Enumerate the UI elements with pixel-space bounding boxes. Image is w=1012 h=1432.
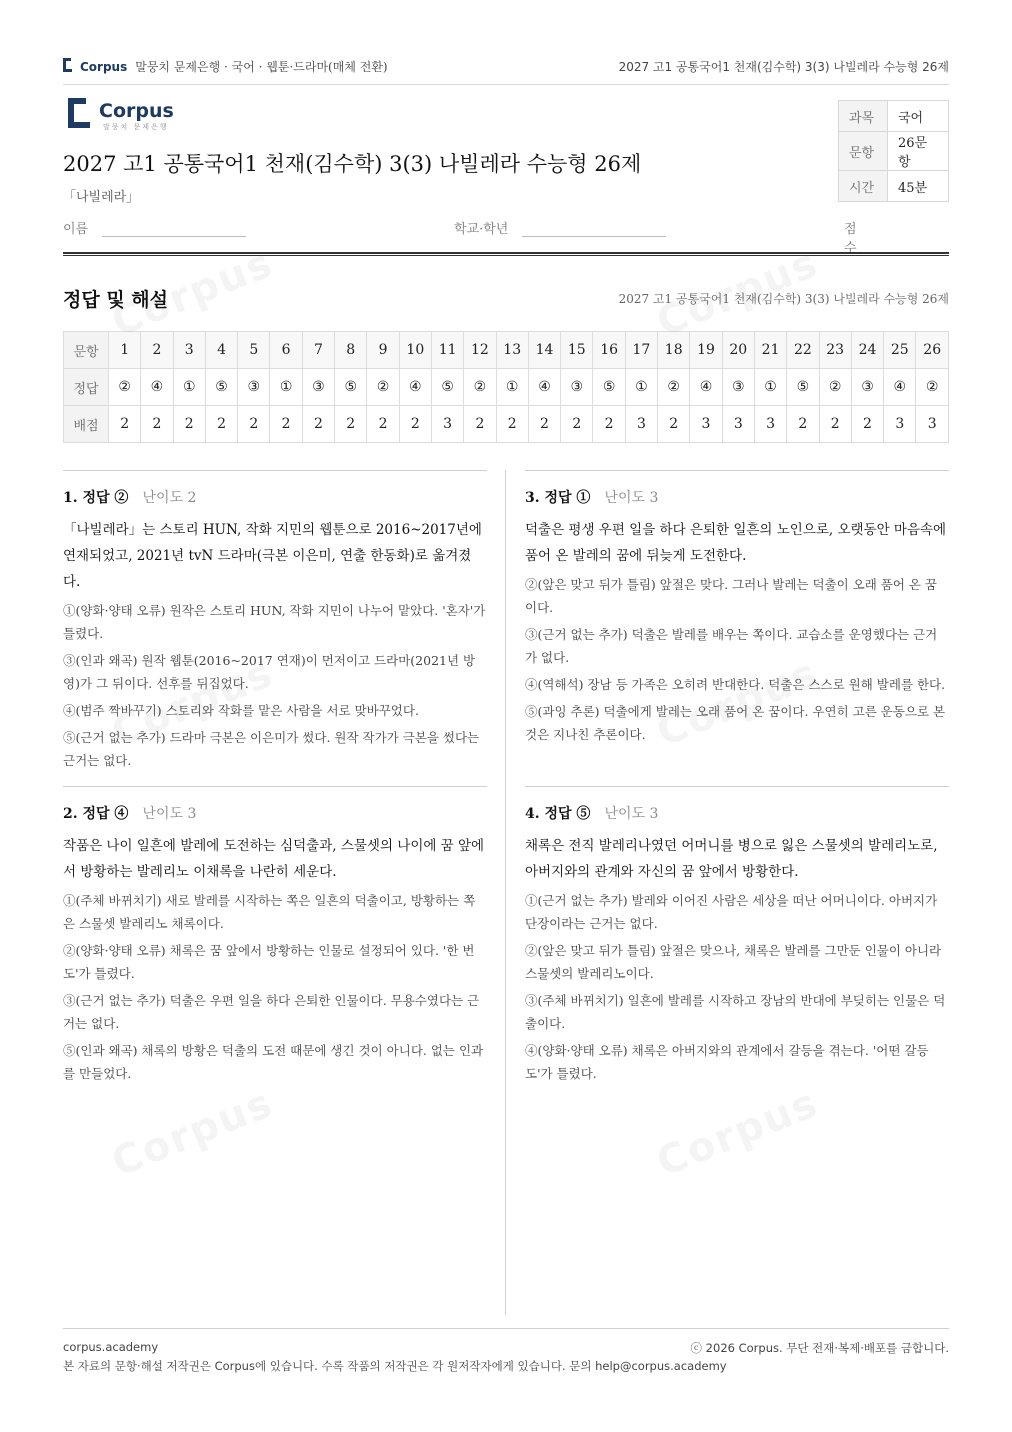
grid-cell-answer: ① [754,369,786,406]
grid-cell-points: 2 [464,406,496,443]
answer-sheet-page [63,0,949,1432]
footer-divider [63,1328,949,1329]
grid-cell-points: 2 [593,406,625,443]
grid-cell-number: 5 [238,332,270,369]
grid-cell-number: 1 [109,332,141,369]
meta-row [839,101,949,132]
grid-cell-points: 3 [884,406,916,443]
watermark [106,1080,280,1186]
question-difficulty: 난이도 3 [142,806,197,822]
grid-cell-answer: ① [496,369,528,406]
school-label: 학교·학년 [454,222,509,237]
question-difficulty: 난이도 2 [142,490,197,506]
grid-cell-number: 26 [916,332,949,369]
grid-cell-points: 2 [335,406,367,443]
grid-cell-answer: ⑤ [431,369,463,406]
explanation-option: ②(양화·양태 오류) 채록은 꿈 앞에서 방황하는 인물로 설정되어 있다. '한 번도'가 틀렸다. [63,943,475,981]
corpus-logo-large-icon [68,104,90,128]
grid-cell-answer: ② [916,369,949,406]
explanation-lead: 채록은 전직 발레리나였던 어머니를 병으로 잃은 스물셋의 발레리노로, 아버지와의 관계와 자신의 꿈 앞에서 방황한다. [525,838,938,880]
grid-cell-number: 11 [431,332,463,369]
meta-key: 문항 [839,132,888,171]
score-field [844,218,949,256]
explanation-option: ②(앞은 맞고 뒤가 틀림) 앞절은 맞다. 그러나 발레는 덕출이 오래 품어 온 꿈이다. [525,577,938,615]
question-head [525,487,949,507]
answer-grid [63,331,949,443]
grid-cell-answer: ④ [884,369,916,406]
question-answer-label: 1. 정답 ② [63,490,129,506]
grid-cell-number: 12 [464,332,496,369]
grid-cell-answer: ③ [851,369,883,406]
grid-cell-answer: ① [173,369,205,406]
explanation-option: ④(양화·양태 오류) 채록은 아버지와의 관계에서 갈등을 겪는다. '어떤 갈등도'가 틀렸다. [525,1043,929,1081]
document-subtitle: 「나빌레라」 [63,190,140,205]
grid-cell-answer: ② [658,369,690,406]
grid-cell-number: 8 [335,332,367,369]
grid-cell-number: 10 [399,332,431,369]
grid-cell-number: 17 [625,332,657,369]
explanation-option: ②(앞은 맞고 뒤가 틀림) 앞절은 맞으나, 채록은 발레를 그만둔 인물이 아니라 스물셋의 발레리노이다. [525,943,942,981]
grid-cell-answer: ④ [690,369,722,406]
question-answer-label: 2. 정답 ④ [63,806,129,822]
explanation-option: ③(주체 바뀌치기) 일흔에 발레를 시작하고 장남의 반대에 부딪히는 인물은 덕출이다. [525,993,946,1031]
explanation-option: ⑤(인과 왜곡) 채록의 방황은 덕출의 도전 때문에 생긴 것이 아니다. 없는 인과를 만들었다. [63,1043,484,1081]
grid-cell-number: 25 [884,332,916,369]
question-head [525,803,949,823]
explanation-q1 [63,470,487,772]
grid-cell-answer: ② [109,369,141,406]
section-right-title: 2027 고1 공통국어1 천재(김수학) 3(3) 나빌레라 수능형 26제 [618,292,949,306]
footer-site-link[interactable]: corpus.academy [63,1340,159,1354]
grid-cell-answer: ③ [238,369,270,406]
meta-value: 26문항 [888,132,949,171]
grid-cell-number: 9 [367,332,399,369]
document-title: 2027 고1 공통국어1 천재(김수학) 3(3) 나빌레라 수능형 26제 [63,152,642,176]
grid-cell-points: 2 [367,406,399,443]
grid-cell-number: 24 [851,332,883,369]
explanation-option: ③(근거 없는 추가) 덕출은 우편 일을 하다 은퇴한 인물이다. 무용수였다는 근거는 없다. [63,993,480,1031]
grid-cell-points: 3 [722,406,754,443]
running-header [63,58,949,80]
school-field [454,218,666,237]
grid-cell-points: 2 [528,406,560,443]
column-divider [505,470,506,1315]
grid-cell-points: 2 [141,406,173,443]
meta-row [839,171,949,202]
student-fields [63,218,949,256]
explanation-lead: 작품은 나이 일흔에 발레에 도전하는 심덕출과, 스물셋의 나이에 꿈 앞에서 방황하는 발레리노 이채록을 나란히 세운다. [63,838,485,880]
question-head [63,487,487,507]
running-header-brand: Corpus [80,59,128,74]
explanation-option: ④(역해석) 장남 등 가족은 오히려 반대한다. 덕출은 스스로 원해 발레를 한다. [525,677,946,692]
watermark [651,1080,825,1186]
grid-cell-answer: ① [625,369,657,406]
meta-value: 45분 [888,171,949,202]
grid-row-label: 배점 [64,406,109,443]
meta-row [839,132,949,171]
grid-cell-answer: ② [367,369,399,406]
grid-cell-answer: ⑤ [205,369,237,406]
explanation-lead: 「나빌레라」는 스토리 HUN, 작화 지민의 웹툰으로 2016~2017년에 연재되었고, 2021년 tvN 드라마(극본 이은미, 연출 한동화)로 옮겨졌다. [63,522,482,590]
header-divider [63,84,949,85]
grid-cell-answer: ⑤ [787,369,819,406]
grid-cell-points: 2 [399,406,431,443]
name-blank[interactable] [102,220,246,237]
grid-cell-number: 22 [787,332,819,369]
grid-cell-answer: ④ [528,369,560,406]
grid-cell-answer: ① [270,369,302,406]
corpus-logo-icon [63,61,72,72]
grid-cell-number: 4 [205,332,237,369]
grid-cell-answer: ⑤ [593,369,625,406]
grid-cell-points: 2 [851,406,883,443]
grid-cell-points: 3 [625,406,657,443]
explanation-option: ①(주체 바뀌치기) 새로 발레를 시작하는 쪽은 일흔의 덕출이고, 방황하는 쪽은 스물셋 발레리노 채록이다. [63,893,476,931]
explanation-q3 [525,470,949,746]
explanation-option: ⑤(근거 없는 추가) 드라마 극본은 이은미가 썼다. 원작 작가가 극본을 썼다는 근거는 없다. [63,730,480,768]
grid-cell-number: 18 [658,332,690,369]
grid-cell-points: 2 [205,406,237,443]
grid-cell-answer: ③ [561,369,593,406]
grid-row-label: 문항 [64,332,109,369]
running-header-path: 말뭉치 문제은행 · 국어 · 웹툰·드라마(매체 전환) [135,60,388,74]
meta-key: 과목 [839,101,888,132]
explanation-option: ⑤(과잉 추론) 덕출에게 발레는 오래 품어 온 꿈이다. 우연히 고른 운동으로 본 것은 지나친 추론이다. [525,704,946,742]
footer-notice: 본 자료의 문항·해설 저작권은 Corpus에 있습니다. 수록 작품의 저작권은 각 원저작자에게 있습니다. 문의 help@corpus.academy [63,1359,727,1373]
question-answer-label: 4. 정답 ⑤ [525,806,591,822]
explanation-option: ④(범주 짝바꾸기) 스토리와 작화를 맡은 사람을 서로 맞바꾸었다. [63,703,419,718]
grid-row-label: 정답 [64,369,109,406]
question-difficulty: 난이도 3 [604,806,659,822]
question-difficulty: 난이도 3 [604,490,659,506]
grid-cell-answer: ③ [722,369,754,406]
grid-cell-answer: ② [464,369,496,406]
school-blank[interactable] [522,220,666,237]
grid-cell-points: 2 [787,406,819,443]
meta-value: 국어 [888,101,949,132]
grid-row-answers [64,369,949,406]
grid-cell-number: 13 [496,332,528,369]
title-brand: Corpus [99,100,174,122]
grid-cell-number: 3 [173,332,205,369]
explanation-option: ③(근거 없는 추가) 덕출은 발레를 배우는 쪽이다. 교습소를 운영했다는 근거가 없다. [525,627,938,665]
grid-cell-number: 14 [528,332,560,369]
name-label: 이름 [63,222,89,237]
grid-cell-number: 6 [270,332,302,369]
grid-cell-answer: ② [819,369,851,406]
grid-cell-number: 7 [302,332,334,369]
grid-cell-points: 2 [819,406,851,443]
grid-cell-answer: ④ [141,369,173,406]
grid-cell-number: 16 [593,332,625,369]
score-label: 점수 [844,222,857,256]
name-field [63,218,246,237]
running-header-title: 2027 고1 공통국어1 천재(김수학) 3(3) 나빌레라 수능형 26제 [618,60,949,74]
grid-cell-points: 2 [109,406,141,443]
grid-cell-points: 3 [690,406,722,443]
question-head [63,803,487,823]
footer-copyright: ⓒ 2026 Corpus. 무단 전재·복제·배포를 금합니다. [690,1341,949,1355]
grid-cell-points: 2 [270,406,302,443]
section-title: 정답 및 해설 [63,289,168,311]
grid-cell-points: 2 [561,406,593,443]
explanation-option: ①(양화·양태 오류) 원작은 스토리 HUN, 작화 지민이 나누어 맡았다. '혼자'가 틀렸다. [63,603,486,641]
grid-cell-number: 20 [722,332,754,369]
explanation-option: ③(인과 왜곡) 원작 웹툰(2016~2017 연재)이 먼저이고 드라마(2021년 방영)가 그 뒤이다. 선후를 뒤집었다. [63,653,476,691]
title-double-rule [63,252,949,256]
grid-cell-points: 3 [754,406,786,443]
grid-cell-points: 2 [658,406,690,443]
grid-cell-points: 2 [238,406,270,443]
grid-cell-number: 15 [561,332,593,369]
explanation-lead: 덕출은 평생 우편 일을 하다 은퇴한 일흔의 노인으로, 오랫동안 마음속에 품어 온 발레의 꿈에 뒤늦게 도전한다. [525,522,947,564]
grid-cell-points: 2 [302,406,334,443]
grid-row-points [64,406,949,443]
grid-cell-points: 3 [916,406,949,443]
meta-table [838,100,949,202]
grid-cell-number: 2 [141,332,173,369]
explanation-q2 [63,786,487,1085]
grid-cell-answer: ④ [399,369,431,406]
grid-cell-points: 2 [496,406,528,443]
title-brand-sub: 말뭉치 문제은행 [103,123,169,131]
grid-row-numbers [64,332,949,369]
question-answer-label: 3. 정답 ① [525,490,591,506]
explanation-q4 [525,786,949,1085]
grid-cell-points: 3 [431,406,463,443]
grid-cell-number: 21 [754,332,786,369]
meta-key: 시간 [839,171,888,202]
grid-cell-answer: ③ [302,369,334,406]
grid-cell-number: 23 [819,332,851,369]
grid-cell-answer: ⑤ [335,369,367,406]
explanation-option: ①(근거 없는 추가) 발레와 이어진 사람은 세상을 떠난 어머니이다. 아버지가 단장이라는 근거는 없다. [525,893,938,931]
grid-cell-number: 19 [690,332,722,369]
grid-cell-points: 2 [173,406,205,443]
